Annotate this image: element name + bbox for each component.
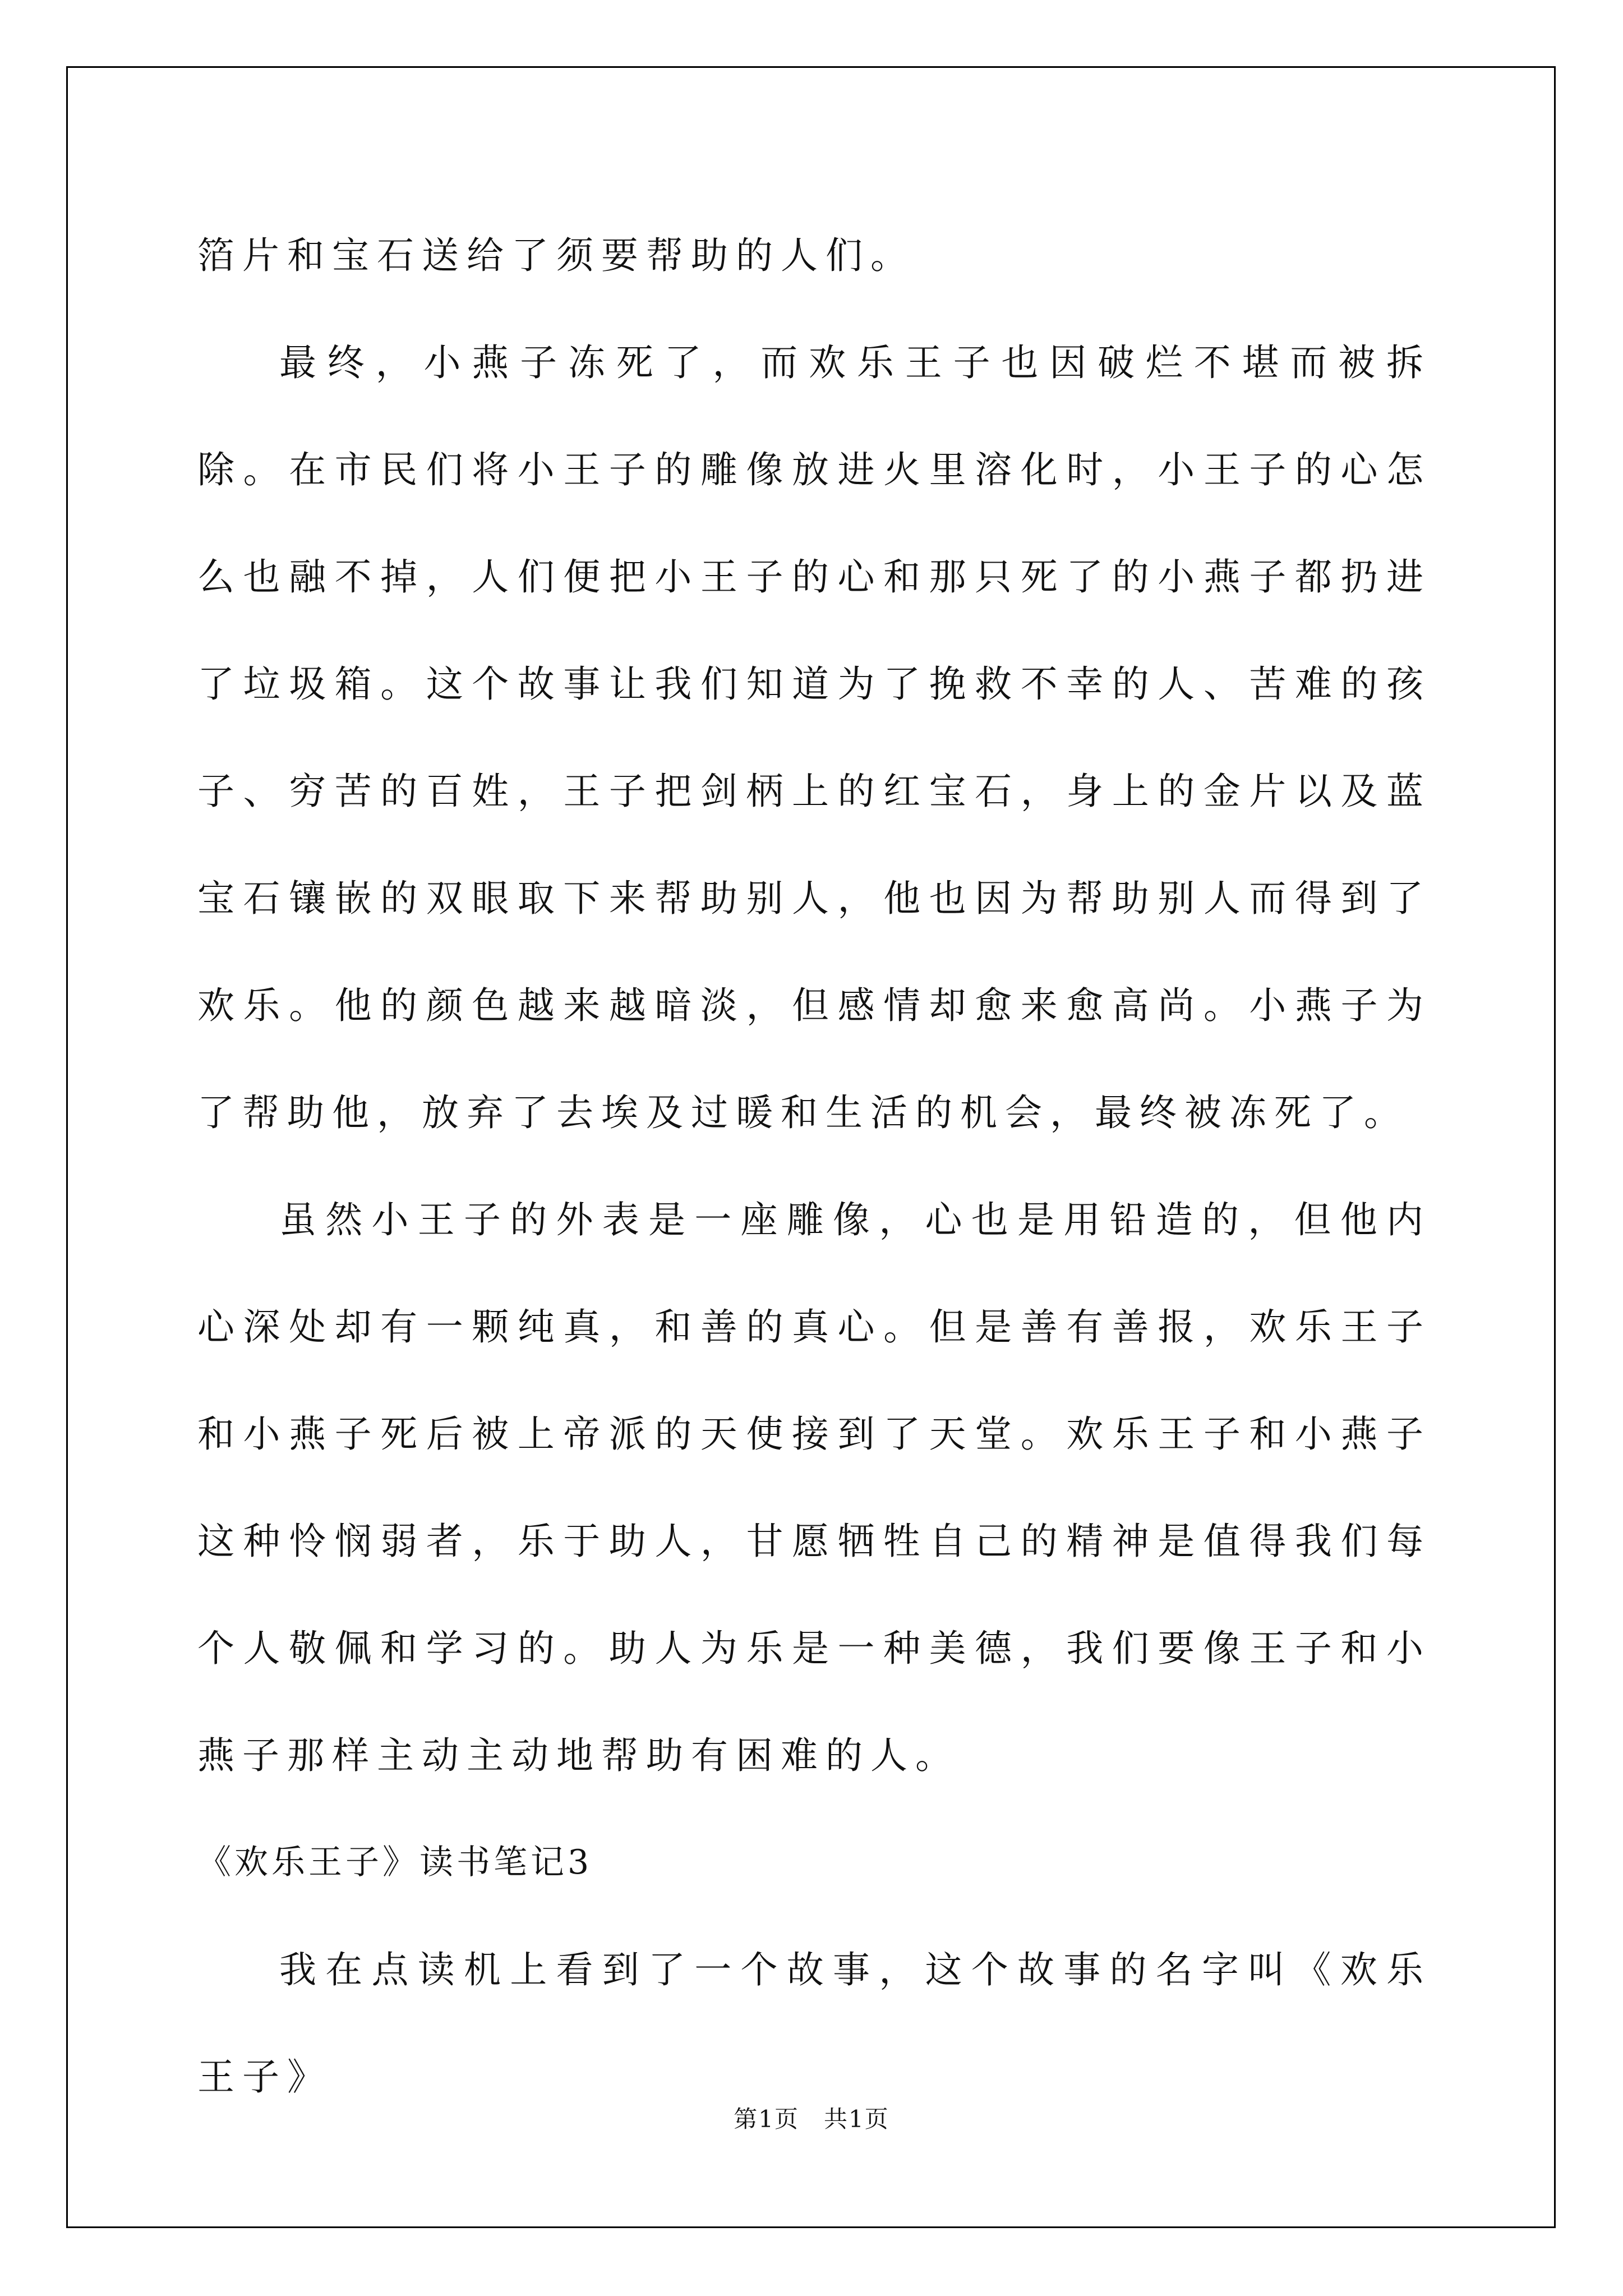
section-heading: 《欢乐王子》读书笔记3 xyxy=(197,1843,593,1882)
document-body xyxy=(197,202,1431,2131)
paragraph-intro: 我在点读机上看到了一个故事，这个故事的名字叫《欢乐王子》 xyxy=(197,1948,1431,2099)
page-total: 共1页 xyxy=(824,2105,889,2133)
paragraph-continued: 箔片和宝石送给了须要帮助的人们。 xyxy=(197,234,915,277)
paragraph-moral: 虽然小王子的外表是一座雕像，心也是用铅造的，但他内心深处却有一颗纯真，和善的真心。但是善有善报，欢乐王子和小燕子死后被上帝派的天使接到了天堂。欢乐王子和小燕子这种怜悯弱者，乐于助人，甘愿牺牲自己的精神是值得我们每个人敬佩和学习的。助人为乐是一种美德，我们要像王子和小燕子那样主动主动地帮助有困难的人。 xyxy=(197,1198,1431,1777)
page-number: 第1页 xyxy=(734,2105,799,2133)
paragraph-swallow-death: 最终，小燕子冻死了，而欢乐王子也因破烂不堪而被拆除。在市民们将小王子的雕像放进火里溶化时，小王子的心怎么也融不掉，人们便把小王子的心和那只死了的小燕子都扔进了垃圾箱。这个故事让我们知道为了挽救不幸的人、苦难的孩子、穷苦的百姓，王子把剑柄上的红宝石，身上的金片以及蓝宝石镶嵌的双眼取下来帮助别人，他也因为帮助别人而得到了欢乐。他的颜色越来越暗淡，但感情却愈来愈高尚。小燕子为了帮助他，放弃了去埃及过暖和生活的机会，最终被冻死了。 xyxy=(197,341,1431,1134)
page-footer xyxy=(0,2101,1623,2134)
